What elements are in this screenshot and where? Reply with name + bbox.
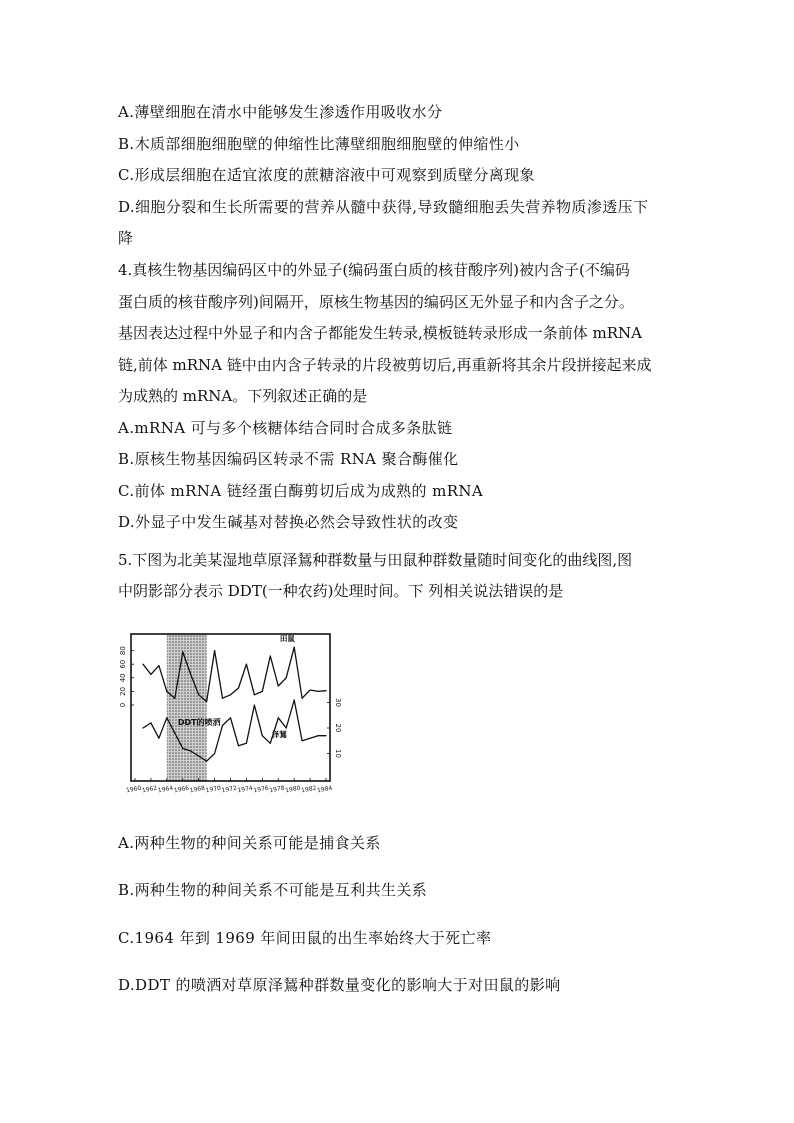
x-axis-tick-label: 1960	[125, 784, 142, 795]
left-axis-tick-label: 60	[119, 659, 127, 669]
left-axis-tick-label: 0	[119, 702, 127, 708]
population-chart-svg	[118, 629, 340, 793]
x-axis-tick-label: 1970	[205, 784, 222, 795]
data-point-harrier	[270, 743, 271, 744]
data-point-harrier	[317, 735, 318, 736]
x-axis-tick-label: 1962	[141, 784, 158, 795]
data-point-harrier	[214, 753, 215, 754]
q4-stem-line-3: 基因表达过程中外显子和内含子都能发生转录,模板链转录形成一条前体 mRNA	[118, 324, 643, 342]
x-axis-tick-label: 1972	[221, 784, 238, 795]
data-point-harrier	[286, 727, 287, 728]
data-point-harrier	[309, 738, 310, 739]
q5-option-b: B.两种生物的种间关系不可能是互利共生关系	[118, 881, 428, 899]
q5-option-c: C.1964 年到 1969 年间田鼠的出生率始终大于死亡率	[118, 929, 492, 947]
data-point-vole	[214, 650, 215, 651]
right-axis-tick-label: 30	[334, 698, 342, 707]
ddt-shaded-region	[167, 634, 207, 781]
q3-option-a: A.薄壁细胞在清水中能够发生渗透作用吸收水分	[118, 103, 443, 121]
data-point-harrier	[302, 740, 303, 741]
data-point-vole	[142, 664, 143, 665]
data-point-vole	[325, 690, 326, 691]
data-point-vole	[286, 677, 287, 678]
ddt-shade-label: DDT的喷洒	[177, 718, 221, 727]
data-point-vole	[206, 701, 207, 702]
q3-option-d-cont: 降	[118, 229, 134, 247]
data-point-harrier	[182, 748, 183, 749]
series-label-vole: 田鼠	[279, 634, 295, 643]
data-point-vole	[182, 651, 183, 652]
data-point-vole	[190, 674, 191, 675]
q5-stem-line-1: 5.下图为北美某湿地草原泽鵟种群数量与田鼠种群数量随时间变化的曲线图,图	[118, 551, 633, 569]
q4-option-b: B.原核生物基因编码区转录不需 RNA 聚合酶催化	[118, 450, 459, 468]
data-point-harrier	[325, 735, 326, 736]
data-point-harrier	[190, 750, 191, 751]
data-point-harrier	[278, 717, 279, 718]
data-point-vole	[278, 685, 279, 686]
data-point-harrier	[230, 717, 231, 718]
q4-option-a: A.mRNA 可与多个核糖体结合同时合成多条肽链	[118, 419, 453, 437]
q4-stem-line-1: 4.真核生物基因编码区中的外显子(编码蛋白质的核苷酸序列)被内含子(不编码	[118, 261, 630, 279]
x-axis-tick-label: 1974	[237, 784, 254, 795]
left-axis-tick-label: 80	[119, 646, 127, 656]
data-point-vole	[230, 694, 231, 695]
data-point-vole	[166, 691, 167, 692]
data-point-vole	[254, 694, 255, 695]
data-point-harrier	[246, 743, 247, 744]
x-axis-tick-label: 1984	[316, 784, 333, 795]
data-point-vole	[238, 687, 239, 688]
data-point-harrier	[198, 755, 199, 756]
q5-stem-line-2: 中阴影部分表示 DDT(一种农药)处理时间。下 列相关说法错误的是	[118, 582, 564, 600]
data-point-harrier	[150, 722, 151, 723]
data-point-vole	[198, 694, 199, 695]
x-axis-tick-label: 1966	[173, 784, 190, 795]
data-point-harrier	[254, 704, 255, 705]
data-point-vole	[270, 655, 271, 656]
data-point-vole	[246, 664, 247, 665]
right-axis-tick-label: 10	[334, 749, 342, 758]
data-point-harrier	[238, 745, 239, 746]
q4-option-c: C.前体 mRNA 链经蛋白酶剪切后成为成熟的 mRNA	[118, 482, 484, 500]
data-point-vole	[158, 665, 159, 666]
x-axis-tick-label: 1976	[252, 784, 270, 795]
left-axis-tick-label: 40	[119, 673, 127, 683]
data-point-vole	[317, 691, 318, 692]
data-point-vole	[174, 698, 175, 699]
data-point-harrier	[222, 725, 223, 726]
data-point-harrier	[142, 727, 143, 728]
q3-option-b: B.木质部细胞细胞壁的伸缩性比薄壁细胞细胞壁的伸缩性小	[118, 135, 520, 153]
chart-frame	[131, 634, 330, 781]
q4-stem-line-5: 为成熟的 mRNA。下列叙述正确的是	[118, 387, 368, 405]
q5-option-d: D.DDT 的喷洒对草原泽鵟种群数量变化的影响大于对田鼠的影响	[118, 976, 561, 994]
q3-option-c: C.形成层细胞在适宜浓度的蔗糖溶液中可观察到质壁分离现象	[118, 166, 535, 184]
x-axis-tick-label: 1968	[189, 784, 206, 795]
data-point-harrier	[294, 699, 295, 700]
data-point-vole	[222, 698, 223, 699]
data-point-harrier	[262, 735, 263, 736]
data-point-harrier	[166, 717, 167, 718]
data-point-harrier	[158, 738, 159, 739]
data-point-vole	[262, 691, 263, 692]
x-axis-tick-label: 1982	[300, 784, 317, 795]
data-point-harrier	[174, 733, 175, 734]
x-axis-tick-label: 1980	[284, 784, 302, 795]
data-point-vole	[294, 647, 295, 648]
q5-option-a: A.两种生物的种间关系可能是捕食关系	[118, 834, 381, 852]
q4-stem-line-4: 链,前体 mRNA 链中由内含子转录的片段被剪切后,再重新将其余片段拼接起来成	[118, 356, 652, 374]
x-axis-tick-label: 1978	[268, 784, 286, 795]
population-chart	[118, 629, 340, 793]
q4-option-d: D.外显子中发生碱基对替换必然会导致性状的改变	[118, 513, 459, 531]
left-axis-tick-label: 20	[119, 686, 127, 696]
q3-option-d: D.细胞分裂和生长所需要的营养从髓中获得,导致髓细胞丢失营养物质渗透压下	[118, 198, 649, 216]
x-axis-tick-label: 1964	[157, 784, 174, 795]
q4-stem-line-2: 蛋白质的核苷酸序列)间隔开，原核生物基因的编码区无外显子和内含子之分。	[118, 293, 634, 311]
right-axis-tick-label: 20	[334, 723, 342, 733]
data-point-vole	[302, 698, 303, 699]
series-label-harrier: 泽鵟	[271, 730, 287, 739]
data-point-vole	[309, 689, 310, 690]
data-point-harrier	[206, 761, 207, 762]
data-point-vole	[150, 674, 151, 675]
